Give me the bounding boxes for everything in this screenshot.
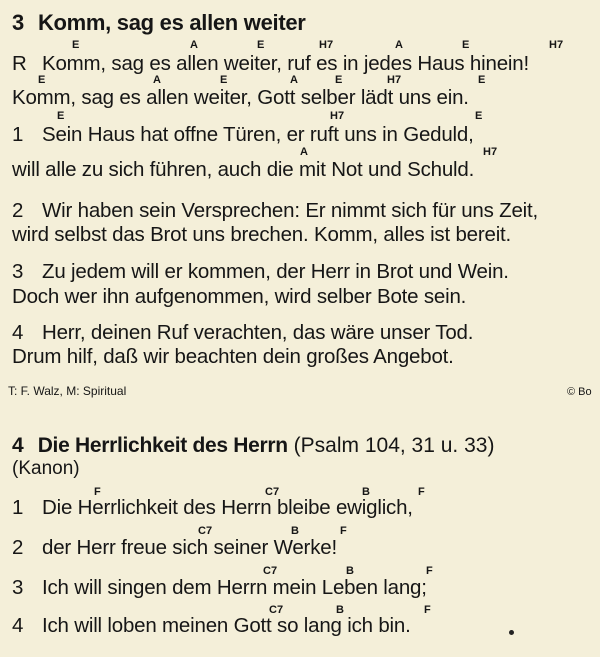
verse-3-line-2	[12, 285, 466, 309]
chord: H7	[387, 74, 402, 86]
credit-line: T: F. Walz, M: Spiritual	[8, 384, 127, 398]
chord: E	[72, 39, 80, 51]
chord: C7	[263, 565, 278, 577]
song-title: Komm, sag es allen weiter	[37, 10, 306, 35]
chord: H7	[483, 146, 498, 158]
verse-2-line-1	[12, 199, 538, 223]
refrain-text: Komm, sag es allen weiter, ruf es in jedes Haus hinein!	[42, 52, 529, 75]
song-number: 3	[12, 10, 24, 35]
chord: A	[395, 39, 403, 51]
song-title: Die Herrlichkeit des Herrn	[37, 434, 288, 457]
chord: E	[38, 74, 46, 86]
chord: E	[220, 74, 228, 86]
line-number: 4	[12, 614, 24, 637]
verse-text: Doch wer ihn aufgenommen, wird selber Bote sein.	[12, 285, 467, 308]
copyright-notice: © Bo	[567, 386, 592, 398]
refrain-line-1	[12, 52, 529, 76]
verse-1-line-2	[12, 158, 474, 182]
canon-line-1	[12, 496, 413, 520]
line-number: 2	[12, 536, 24, 559]
chord: A	[153, 74, 161, 86]
canon-text: Ich will singen dem Herrn mein Leben lang;	[42, 576, 427, 599]
refrain-label: R	[12, 52, 27, 75]
verse-number: 1	[12, 123, 24, 146]
verse-text: Herr, deinen Ruf verachten, das wäre unser Tod.	[42, 321, 474, 344]
verse-text: Drum hilf, daß wir beachten dein großes Angebot.	[12, 345, 454, 368]
chord: A	[190, 39, 198, 51]
verse-1-line-1	[12, 123, 474, 147]
verse-text: will alle zu sich führen, auch die mit Not und Schuld.	[12, 158, 475, 181]
chord: E	[478, 74, 486, 86]
verse-4-line-2	[12, 345, 454, 369]
refrain-line-2	[12, 86, 469, 110]
chord: E	[462, 39, 470, 51]
chord: A	[300, 146, 308, 158]
chord: C7	[198, 525, 213, 537]
verse-text: Zu jedem will er kommen, der Herr in Brot und Wein.	[42, 260, 509, 283]
chord: E	[335, 74, 343, 86]
verse-number: 2	[12, 199, 24, 222]
verse-2-line-2	[12, 223, 511, 247]
chord: E	[257, 39, 265, 51]
chord: B	[336, 604, 344, 616]
canon-line-2	[12, 536, 337, 560]
chord: B	[362, 486, 370, 498]
song-number: 4	[12, 434, 24, 457]
refrain-text: Komm, sag es allen weiter, Gott selber lädt uns ein.	[12, 86, 469, 109]
verse-text: Wir haben sein Versprechen: Er nimmt sich für uns Zeit,	[42, 199, 539, 222]
chord: H7	[319, 39, 334, 51]
line-number: 1	[12, 496, 24, 519]
chord: C7	[269, 604, 284, 616]
chord: H7	[549, 39, 564, 51]
chord: F	[340, 525, 347, 537]
chord: B	[291, 525, 299, 537]
chord: F	[426, 565, 433, 577]
chord: A	[290, 74, 298, 86]
chord: F	[418, 486, 425, 498]
psalm-reference: (Psalm 104, 31 u. 33)	[293, 434, 495, 457]
chord: E	[475, 110, 483, 122]
chord: B	[346, 565, 354, 577]
song-subtitle: (Kanon)	[12, 458, 80, 479]
line-number: 3	[12, 576, 24, 599]
verse-4-line-1	[12, 321, 473, 345]
canon-text: der Herr freue sich seiner Werke!	[42, 536, 337, 559]
chord: F	[94, 486, 101, 498]
verse-text: Sein Haus hat offne Türen, er ruft uns in Geduld,	[42, 123, 474, 146]
canon-text: Die Herrlichkeit des Herrn bleibe ewiglich,	[42, 496, 413, 519]
canon-text: Ich will loben meinen Gott so lang ich bin.	[42, 614, 411, 637]
canon-line-4	[12, 614, 411, 638]
song-4-title	[12, 434, 494, 458]
song-3-title	[12, 10, 306, 36]
chord: C7	[265, 486, 280, 498]
verse-number: 4	[12, 321, 24, 344]
chord: F	[424, 604, 431, 616]
verse-number: 3	[12, 260, 24, 283]
print-dot	[509, 630, 514, 635]
chord: E	[57, 110, 65, 122]
verse-3-line-1	[12, 260, 509, 284]
verse-text: wird selbst das Brot uns brechen. Komm, alles ist bereit.	[12, 223, 512, 246]
chord: H7	[330, 110, 345, 122]
canon-line-3	[12, 576, 427, 600]
